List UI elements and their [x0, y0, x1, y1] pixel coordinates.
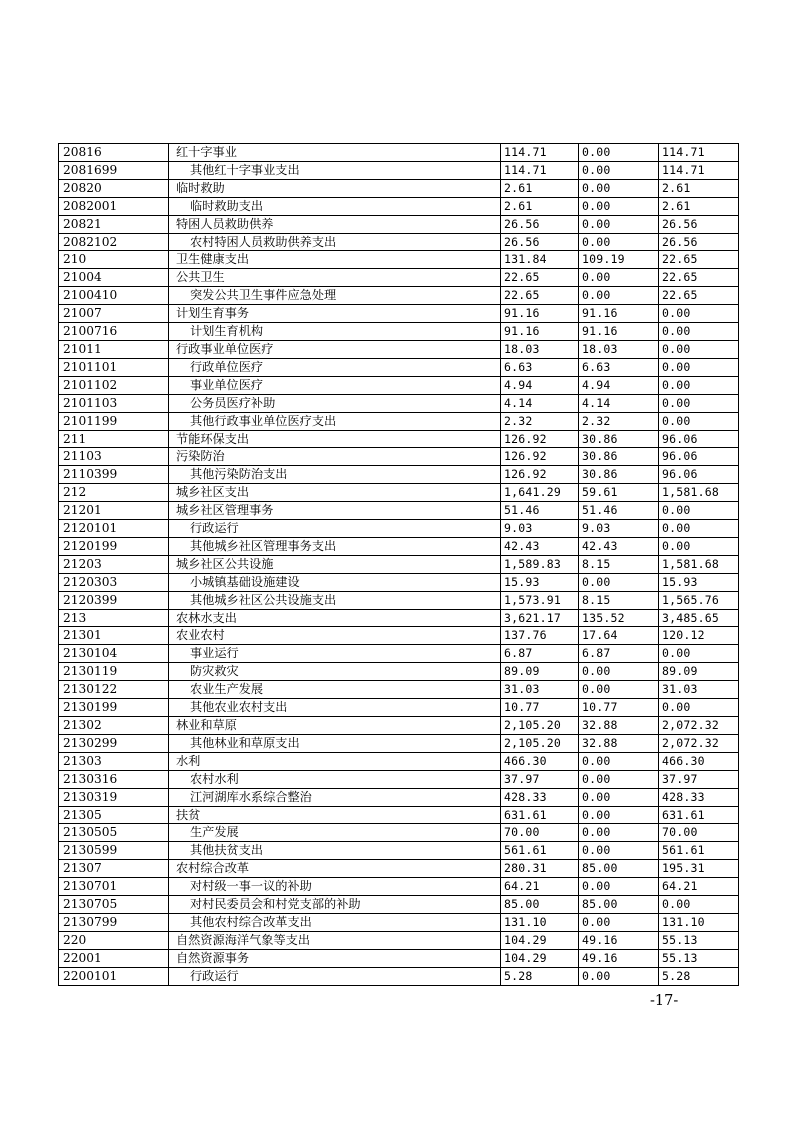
cell-item-name: 计划生育事务 — [169, 305, 501, 323]
table-row — [59, 699, 739, 717]
cell-code: 21011 — [59, 340, 169, 358]
cell-project: 96.06 — [659, 430, 739, 448]
cell-item-name: 农业农村 — [169, 627, 501, 645]
cell-item-name: 农林水支出 — [169, 609, 501, 627]
cell-item-name: 水利 — [169, 752, 501, 770]
table-row — [59, 645, 739, 663]
cell-total: 6.63 — [501, 358, 579, 376]
cell-basic: 0.00 — [579, 287, 659, 305]
cell-code: 2120199 — [59, 537, 169, 555]
table-row — [59, 824, 739, 842]
cell-code: 2101199 — [59, 412, 169, 430]
table-row — [59, 323, 739, 341]
table-row — [59, 573, 739, 591]
cell-basic: 30.86 — [579, 466, 659, 484]
cell-item-name: 江河湖库水系综合整治 — [169, 788, 501, 806]
cell-basic: 30.86 — [579, 448, 659, 466]
table-row — [59, 251, 739, 269]
cell-code: 2082001 — [59, 197, 169, 215]
cell-code: 21301 — [59, 627, 169, 645]
cell-code: 21007 — [59, 305, 169, 323]
table-row — [59, 144, 739, 162]
cell-basic: 18.03 — [579, 340, 659, 358]
table-row — [59, 161, 739, 179]
cell-total: 561.61 — [501, 842, 579, 860]
cell-total: 89.09 — [501, 663, 579, 681]
cell-project: 0.00 — [659, 358, 739, 376]
cell-code: 2101103 — [59, 394, 169, 412]
cell-code: 2110399 — [59, 466, 169, 484]
cell-project: 0.00 — [659, 412, 739, 430]
cell-project: 0.00 — [659, 323, 739, 341]
cell-project: 0.00 — [659, 502, 739, 520]
cell-item-name: 其他农村综合改革支出 — [169, 913, 501, 931]
cell-item-name: 农村特困人员救助供养支出 — [169, 233, 501, 251]
cell-total: 2,105.20 — [501, 734, 579, 752]
cell-item-name: 其他城乡社区公共设施支出 — [169, 591, 501, 609]
cell-basic: 91.16 — [579, 305, 659, 323]
cell-basic: 135.52 — [579, 609, 659, 627]
cell-item-name: 计划生育机构 — [169, 323, 501, 341]
table-row — [59, 860, 739, 878]
cell-project: 0.00 — [659, 645, 739, 663]
cell-code: 2130299 — [59, 734, 169, 752]
cell-total: 104.29 — [501, 931, 579, 949]
cell-code: 2082102 — [59, 233, 169, 251]
table-row — [59, 340, 739, 358]
cell-project: 131.10 — [659, 913, 739, 931]
cell-basic: 0.00 — [579, 842, 659, 860]
cell-basic: 0.00 — [579, 878, 659, 896]
cell-total: 22.65 — [501, 269, 579, 287]
cell-code: 210 — [59, 251, 169, 269]
table-row — [59, 287, 739, 305]
page-number: -17- — [650, 993, 679, 1009]
cell-item-name: 突发公共卫生事件应急处理 — [169, 287, 501, 305]
cell-project: 1,581.68 — [659, 484, 739, 502]
cell-item-name: 城乡社区公共设施 — [169, 555, 501, 573]
cell-code: 2120101 — [59, 520, 169, 538]
cell-total: 280.31 — [501, 860, 579, 878]
table-row — [59, 609, 739, 627]
cell-total: 85.00 — [501, 896, 579, 914]
table-row — [59, 591, 739, 609]
cell-total: 9.03 — [501, 520, 579, 538]
cell-project: 114.71 — [659, 161, 739, 179]
table-row — [59, 681, 739, 699]
cell-total: 31.03 — [501, 681, 579, 699]
cell-project: 0.00 — [659, 376, 739, 394]
cell-item-name: 其他林业和草原支出 — [169, 734, 501, 752]
cell-code: 2120303 — [59, 573, 169, 591]
cell-code: 2130505 — [59, 824, 169, 842]
table-row — [59, 215, 739, 233]
cell-project: 428.33 — [659, 788, 739, 806]
cell-project: 1,565.76 — [659, 591, 739, 609]
cell-total: 22.65 — [501, 287, 579, 305]
cell-code: 2101101 — [59, 358, 169, 376]
cell-total: 104.29 — [501, 949, 579, 967]
cell-project: 0.00 — [659, 520, 739, 538]
cell-project: 96.06 — [659, 466, 739, 484]
cell-basic: 91.16 — [579, 323, 659, 341]
cell-code: 21305 — [59, 806, 169, 824]
cell-item-name: 其他城乡社区管理事务支出 — [169, 537, 501, 555]
cell-total: 6.87 — [501, 645, 579, 663]
cell-code: 2130119 — [59, 663, 169, 681]
cell-basic: 30.86 — [579, 430, 659, 448]
cell-project: 37.97 — [659, 770, 739, 788]
cell-basic: 9.03 — [579, 520, 659, 538]
cell-basic: 0.00 — [579, 233, 659, 251]
cell-project: 195.31 — [659, 860, 739, 878]
cell-code: 20820 — [59, 179, 169, 197]
cell-item-name: 特困人员救助供养 — [169, 215, 501, 233]
cell-item-name: 生产发展 — [169, 824, 501, 842]
cell-total: 18.03 — [501, 340, 579, 358]
table-row — [59, 448, 739, 466]
table-row — [59, 358, 739, 376]
cell-basic: 0.00 — [579, 161, 659, 179]
table-row — [59, 269, 739, 287]
cell-project: 1,581.68 — [659, 555, 739, 573]
table-row — [59, 734, 739, 752]
table-row — [59, 484, 739, 502]
table-row — [59, 806, 739, 824]
cell-item-name: 事业单位医疗 — [169, 376, 501, 394]
cell-code: 220 — [59, 931, 169, 949]
cell-basic: 0.00 — [579, 788, 659, 806]
cell-project: 3,485.65 — [659, 609, 739, 627]
table-row — [59, 931, 739, 949]
cell-code: 211 — [59, 430, 169, 448]
cell-total: 2.61 — [501, 197, 579, 215]
table-row — [59, 752, 739, 770]
cell-total: 4.94 — [501, 376, 579, 394]
table-body — [59, 144, 739, 986]
cell-code: 2101102 — [59, 376, 169, 394]
cell-basic: 0.00 — [579, 824, 659, 842]
cell-basic: 2.32 — [579, 412, 659, 430]
cell-basic: 0.00 — [579, 681, 659, 699]
cell-total: 64.21 — [501, 878, 579, 896]
cell-project: 631.61 — [659, 806, 739, 824]
cell-item-name: 农业生产发展 — [169, 681, 501, 699]
table-row — [59, 502, 739, 520]
cell-basic: 0.00 — [579, 913, 659, 931]
table-row — [59, 466, 739, 484]
cell-project: 64.21 — [659, 878, 739, 896]
cell-project: 55.13 — [659, 931, 739, 949]
cell-item-name: 其他农业农村支出 — [169, 699, 501, 717]
cell-item-name: 其他扶贫支出 — [169, 842, 501, 860]
cell-project: 96.06 — [659, 448, 739, 466]
cell-code: 212 — [59, 484, 169, 502]
cell-basic: 4.14 — [579, 394, 659, 412]
cell-total: 126.92 — [501, 448, 579, 466]
cell-basic: 85.00 — [579, 860, 659, 878]
cell-code: 2100410 — [59, 287, 169, 305]
table-row — [59, 555, 739, 573]
cell-basic: 0.00 — [579, 573, 659, 591]
cell-code: 21004 — [59, 269, 169, 287]
cell-item-name: 其他红十字事业支出 — [169, 161, 501, 179]
cell-basic: 49.16 — [579, 931, 659, 949]
cell-item-name: 城乡社区支出 — [169, 484, 501, 502]
cell-basic: 0.00 — [579, 215, 659, 233]
cell-code: 2081699 — [59, 161, 169, 179]
cell-code: 2100716 — [59, 323, 169, 341]
cell-total: 131.10 — [501, 913, 579, 931]
cell-code: 2130104 — [59, 645, 169, 663]
table-row — [59, 878, 739, 896]
table-row — [59, 305, 739, 323]
cell-basic: 51.46 — [579, 502, 659, 520]
cell-item-name: 污染防治 — [169, 448, 501, 466]
cell-total: 1,573.91 — [501, 591, 579, 609]
cell-item-name: 其他污染防治支出 — [169, 466, 501, 484]
cell-code: 2130599 — [59, 842, 169, 860]
table-row — [59, 233, 739, 251]
cell-total: 631.61 — [501, 806, 579, 824]
cell-code: 21307 — [59, 860, 169, 878]
cell-project: 70.00 — [659, 824, 739, 842]
cell-basic: 32.88 — [579, 734, 659, 752]
cell-item-name: 公共卫生 — [169, 269, 501, 287]
cell-code: 21302 — [59, 717, 169, 735]
cell-project: 26.56 — [659, 215, 739, 233]
cell-item-name: 小城镇基础设施建设 — [169, 573, 501, 591]
cell-project: 31.03 — [659, 681, 739, 699]
cell-basic: 0.00 — [579, 269, 659, 287]
cell-item-name: 农村综合改革 — [169, 860, 501, 878]
cell-basic: 0.00 — [579, 770, 659, 788]
cell-project: 120.12 — [659, 627, 739, 645]
budget-table — [58, 143, 739, 986]
cell-basic: 0.00 — [579, 179, 659, 197]
table-row — [59, 896, 739, 914]
table-row — [59, 663, 739, 681]
cell-total: 131.84 — [501, 251, 579, 269]
cell-total: 42.43 — [501, 537, 579, 555]
cell-item-name: 自然资源海洋气象等支出 — [169, 931, 501, 949]
cell-project: 0.00 — [659, 896, 739, 914]
cell-total: 114.71 — [501, 161, 579, 179]
cell-total: 428.33 — [501, 788, 579, 806]
cell-basic: 8.15 — [579, 591, 659, 609]
cell-total: 37.97 — [501, 770, 579, 788]
cell-item-name: 临时救助支出 — [169, 197, 501, 215]
cell-basic: 0.00 — [579, 663, 659, 681]
cell-basic: 32.88 — [579, 717, 659, 735]
table-row — [59, 520, 739, 538]
cell-basic: 59.61 — [579, 484, 659, 502]
cell-project: 0.00 — [659, 394, 739, 412]
table-row — [59, 913, 739, 931]
cell-basic: 0.00 — [579, 752, 659, 770]
cell-code: 21201 — [59, 502, 169, 520]
cell-total: 126.92 — [501, 430, 579, 448]
cell-code: 2130316 — [59, 770, 169, 788]
cell-project: 114.71 — [659, 144, 739, 162]
cell-item-name: 对村民委员会和村党支部的补助 — [169, 896, 501, 914]
cell-project: 0.00 — [659, 699, 739, 717]
cell-basic: 0.00 — [579, 806, 659, 824]
cell-code: 20816 — [59, 144, 169, 162]
table-row — [59, 537, 739, 555]
cell-total: 3,621.17 — [501, 609, 579, 627]
table-row — [59, 967, 739, 985]
table-row — [59, 788, 739, 806]
cell-code: 2130705 — [59, 896, 169, 914]
cell-basic: 42.43 — [579, 537, 659, 555]
cell-project: 55.13 — [659, 949, 739, 967]
cell-item-name: 行政运行 — [169, 967, 501, 985]
cell-total: 51.46 — [501, 502, 579, 520]
cell-code: 2200101 — [59, 967, 169, 985]
cell-total: 126.92 — [501, 466, 579, 484]
cell-code: 2120399 — [59, 591, 169, 609]
table-row — [59, 717, 739, 735]
cell-code: 2130122 — [59, 681, 169, 699]
cell-total: 114.71 — [501, 144, 579, 162]
cell-basic: 49.16 — [579, 949, 659, 967]
cell-total: 91.16 — [501, 305, 579, 323]
cell-item-name: 对村级一事一议的补助 — [169, 878, 501, 896]
cell-total: 10.77 — [501, 699, 579, 717]
cell-code: 2130199 — [59, 699, 169, 717]
cell-total: 137.76 — [501, 627, 579, 645]
table-row — [59, 412, 739, 430]
cell-project: 466.30 — [659, 752, 739, 770]
cell-item-name: 农村水利 — [169, 770, 501, 788]
cell-item-name: 扶贫 — [169, 806, 501, 824]
table-row — [59, 197, 739, 215]
cell-project: 0.00 — [659, 537, 739, 555]
cell-item-name: 自然资源事务 — [169, 949, 501, 967]
cell-project: 2,072.32 — [659, 734, 739, 752]
cell-total: 2.32 — [501, 412, 579, 430]
cell-item-name: 林业和草原 — [169, 717, 501, 735]
table-row — [59, 949, 739, 967]
cell-item-name: 其他行政事业单位医疗支出 — [169, 412, 501, 430]
table-row — [59, 430, 739, 448]
cell-code: 2130701 — [59, 878, 169, 896]
cell-code: 213 — [59, 609, 169, 627]
cell-item-name: 行政事业单位医疗 — [169, 340, 501, 358]
cell-item-name: 卫生健康支出 — [169, 251, 501, 269]
cell-project: 2.61 — [659, 179, 739, 197]
cell-total: 1,641.29 — [501, 484, 579, 502]
cell-total: 91.16 — [501, 323, 579, 341]
cell-total: 5.28 — [501, 967, 579, 985]
cell-project: 22.65 — [659, 287, 739, 305]
table-row — [59, 394, 739, 412]
cell-project: 89.09 — [659, 663, 739, 681]
cell-basic: 85.00 — [579, 896, 659, 914]
cell-total: 70.00 — [501, 824, 579, 842]
cell-item-name: 城乡社区管理事务 — [169, 502, 501, 520]
cell-project: 26.56 — [659, 233, 739, 251]
cell-basic: 0.00 — [579, 967, 659, 985]
cell-project: 0.00 — [659, 340, 739, 358]
cell-item-name: 红十字事业 — [169, 144, 501, 162]
cell-item-name: 防灾救灾 — [169, 663, 501, 681]
cell-total: 26.56 — [501, 215, 579, 233]
table-row — [59, 627, 739, 645]
cell-basic: 6.87 — [579, 645, 659, 663]
cell-project: 22.65 — [659, 269, 739, 287]
cell-total: 2.61 — [501, 179, 579, 197]
cell-code: 21103 — [59, 448, 169, 466]
cell-total: 26.56 — [501, 233, 579, 251]
table-row — [59, 842, 739, 860]
cell-project: 5.28 — [659, 967, 739, 985]
cell-basic: 10.77 — [579, 699, 659, 717]
cell-total: 1,589.83 — [501, 555, 579, 573]
cell-item-name: 公务员医疗补助 — [169, 394, 501, 412]
table-row — [59, 376, 739, 394]
cell-basic: 0.00 — [579, 144, 659, 162]
cell-project: 0.00 — [659, 305, 739, 323]
cell-project: 15.93 — [659, 573, 739, 591]
cell-item-name: 临时救助 — [169, 179, 501, 197]
cell-basic: 17.64 — [579, 627, 659, 645]
cell-code: 21303 — [59, 752, 169, 770]
cell-total: 466.30 — [501, 752, 579, 770]
cell-code: 2130319 — [59, 788, 169, 806]
cell-project: 561.61 — [659, 842, 739, 860]
cell-basic: 8.15 — [579, 555, 659, 573]
cell-basic: 109.19 — [579, 251, 659, 269]
cell-project: 2.61 — [659, 197, 739, 215]
cell-code: 22001 — [59, 949, 169, 967]
cell-total: 2,105.20 — [501, 717, 579, 735]
cell-basic: 0.00 — [579, 197, 659, 215]
cell-item-name: 行政运行 — [169, 520, 501, 538]
cell-code: 21203 — [59, 555, 169, 573]
cell-code: 20821 — [59, 215, 169, 233]
cell-item-name: 行政单位医疗 — [169, 358, 501, 376]
cell-total: 15.93 — [501, 573, 579, 591]
cell-item-name: 节能环保支出 — [169, 430, 501, 448]
cell-total: 4.14 — [501, 394, 579, 412]
cell-code: 2130799 — [59, 913, 169, 931]
cell-basic: 4.94 — [579, 376, 659, 394]
table-row — [59, 179, 739, 197]
cell-project: 22.65 — [659, 251, 739, 269]
table-row — [59, 770, 739, 788]
cell-project: 2,072.32 — [659, 717, 739, 735]
cell-basic: 6.63 — [579, 358, 659, 376]
cell-item-name: 事业运行 — [169, 645, 501, 663]
